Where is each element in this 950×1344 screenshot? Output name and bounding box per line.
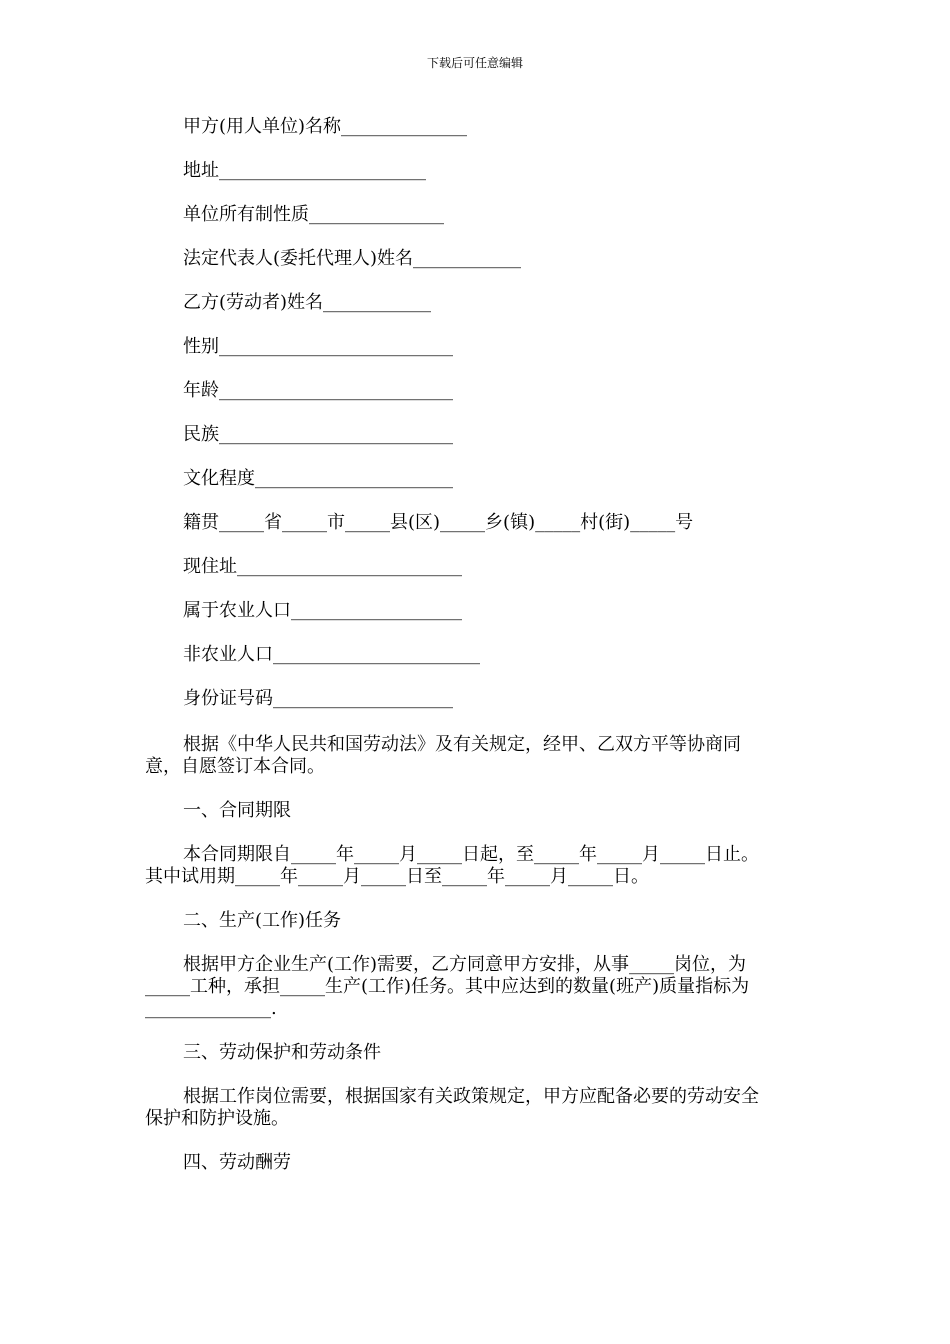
legal-rep-field: 法定代表人(委托代理人)姓名____________ — [183, 248, 522, 269]
section-2-line-2: _____工种，承担_____生产(工作)任务。其中应达到的数量(班产)质量指标为 — [145, 976, 750, 997]
section-1-title: 一、合同期限 — [183, 800, 291, 821]
intro-line-1: 根据《中华人民共和国劳动法》及有关规定，经甲、乙双方平等协商同 — [183, 734, 741, 755]
native-place-field: 籍贯_____省_____市_____县(区)_____乡(镇)_____村(街)_____号 — [183, 512, 694, 533]
section-2-title: 二、生产(工作)任务 — [183, 910, 342, 931]
gender-field: 性别__________________________ — [183, 336, 453, 357]
age-field: 年龄__________________________ — [183, 380, 453, 401]
section-3-title: 三、劳动保护和劳动条件 — [183, 1042, 381, 1063]
section-1-line-1: 本合同期限自_____年_____月_____日起，至_____年_____月_____日止。 — [183, 844, 759, 865]
non-agricultural-field: 非农业人口_______________________ — [183, 644, 480, 665]
address-field: 地址_______________________ — [183, 160, 426, 181]
agricultural-field: 属于农业人口___________________ — [183, 600, 462, 621]
intro-line-2: 意，自愿签订本合同。 — [145, 756, 325, 777]
ownership-field: 单位所有制性质_______________ — [183, 204, 444, 225]
employee-name-field: 乙方(劳动者)姓名____________ — [183, 292, 432, 313]
section-4-title: 四、劳动酬劳 — [183, 1152, 291, 1173]
ethnicity-field: 民族__________________________ — [183, 424, 453, 445]
education-field: 文化程度______________________ — [183, 468, 453, 489]
section-3-line-2: 保护和防护设施。 — [145, 1108, 289, 1129]
header-note: 下载后可任意编辑 — [426, 56, 523, 70]
section-2-line-1: 根据甲方企业生产(工作)需要，乙方同意甲方安排，从事_____岗位，为 — [183, 954, 747, 975]
current-address-field: 现住址_________________________ — [183, 556, 462, 577]
section-1-line-2: 其中试用期_____年_____月_____日至_____年_____月_____日。 — [145, 866, 649, 887]
employer-name-field: 甲方(用人单位)名称______________ — [183, 116, 468, 137]
section-3-line-1: 根据工作岗位需要，根据国家有关政策规定，甲方应配备必要的劳动安全 — [183, 1086, 759, 1107]
id-number-field: 身份证号码____________________ — [183, 688, 453, 709]
section-2-line-3: ______________. — [145, 998, 277, 1019]
